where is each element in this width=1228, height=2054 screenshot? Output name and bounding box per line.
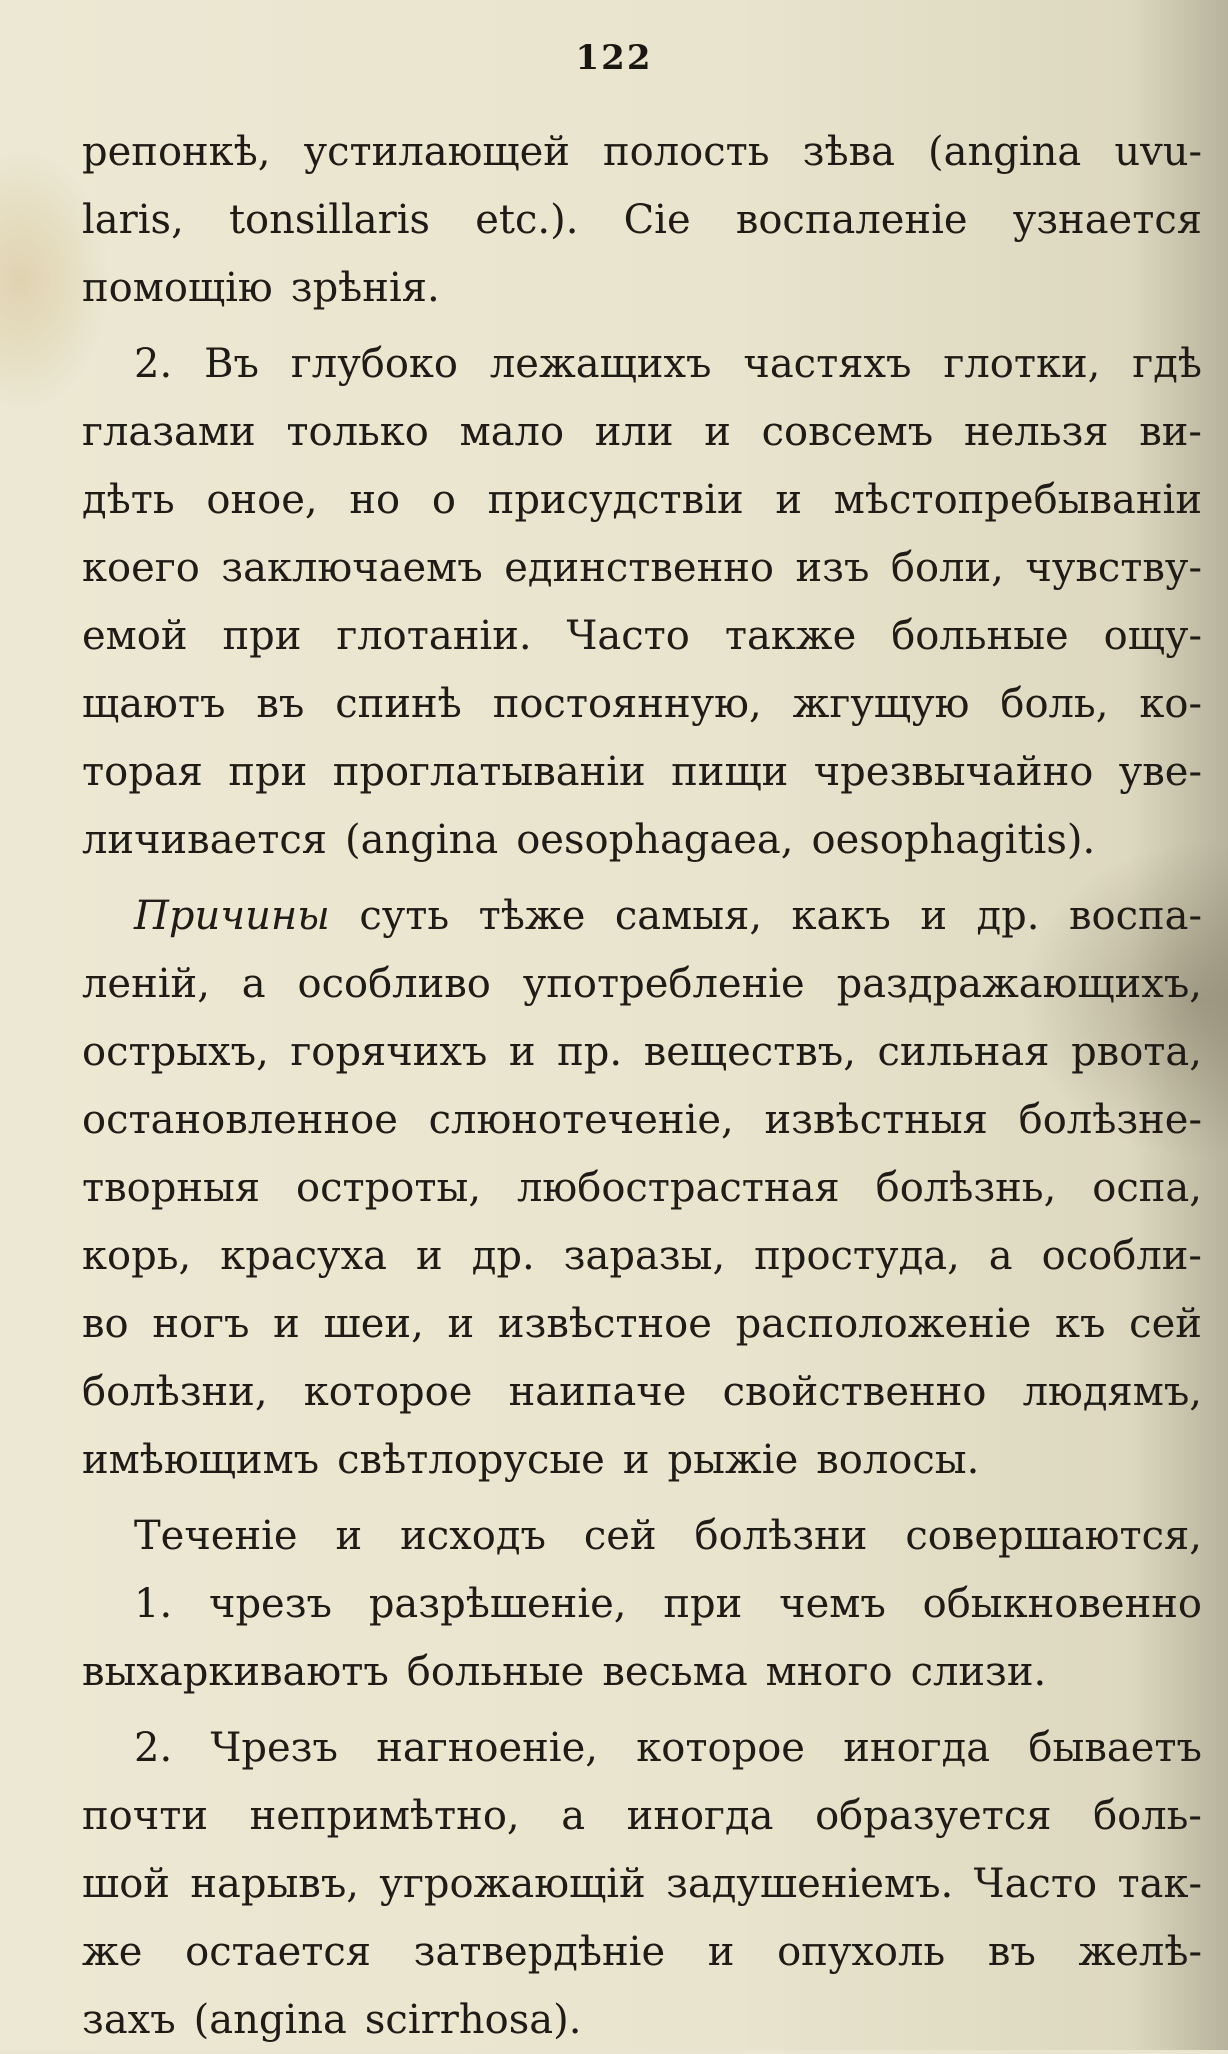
text-line [82, 534, 1202, 602]
word: больные [406, 1649, 585, 1695]
word: помощію [82, 265, 273, 311]
word: единственно [504, 545, 774, 591]
word: имѣющимъ [82, 1437, 320, 1483]
text-line [82, 1154, 1202, 1222]
word: др. [471, 1233, 535, 1279]
word: 2. [134, 1725, 173, 1771]
word: какъ [791, 893, 891, 939]
word: и [920, 893, 948, 939]
word: емой [82, 613, 188, 659]
word: боли, [890, 545, 1004, 591]
word: Часто [973, 1861, 1098, 1907]
word: почти [82, 1793, 208, 1839]
word: людямъ, [1022, 1369, 1202, 1415]
word: много [765, 1649, 893, 1695]
text-line [82, 330, 1202, 398]
word: больные [891, 613, 1069, 659]
word: самыя, [614, 893, 763, 939]
word: извѣстныя [764, 1097, 988, 1143]
text-line [82, 466, 1202, 534]
word: наипаче [508, 1369, 687, 1415]
word: чувству- [1025, 545, 1202, 591]
word: изъ [795, 545, 870, 591]
word: при [663, 1581, 743, 1627]
word: при [228, 749, 308, 795]
word: личивается [82, 817, 327, 863]
word: любострастная [517, 1165, 840, 1211]
word: Въ [204, 341, 259, 387]
text-line [82, 806, 1202, 874]
word: красуха [220, 1233, 387, 1279]
word: суть [359, 893, 450, 939]
word: слизи. [910, 1649, 1047, 1695]
word: при [222, 613, 302, 659]
word: остается [185, 1929, 372, 1975]
word: леній, [82, 961, 210, 1007]
word: и [447, 1301, 475, 1347]
word: остроты, [296, 1165, 482, 1211]
word: и [335, 1513, 363, 1559]
word: же [82, 1929, 143, 1975]
word: Сіе [623, 197, 691, 243]
word: и [775, 477, 803, 523]
word: особли- [1041, 1233, 1202, 1279]
word: которое [303, 1369, 473, 1415]
word: 2. [134, 341, 173, 387]
word: др. [976, 893, 1040, 939]
word: особливо [297, 961, 491, 1007]
word: совершаются, [905, 1513, 1202, 1559]
word: зрѣнія. [290, 265, 440, 311]
word: свойственно [722, 1369, 987, 1415]
word: творныя [82, 1165, 261, 1211]
word: репонкѣ, [82, 129, 271, 175]
word: уве- [1118, 749, 1202, 795]
word: простуда, [754, 1233, 960, 1279]
word: и [707, 1929, 735, 1975]
word: чрезъ [209, 1581, 332, 1627]
word: Чрезъ [210, 1725, 338, 1771]
word: ви- [1139, 409, 1202, 455]
text-line [82, 398, 1202, 466]
word: захъ [82, 1997, 176, 2043]
word: веществъ, [643, 1029, 856, 1075]
word: о [431, 477, 456, 523]
word: волосы. [816, 1437, 980, 1483]
word: глотаніи. [336, 613, 532, 659]
word: лежащихъ [489, 341, 712, 387]
word: laris, [82, 197, 184, 243]
word: затвердѣніе [413, 1929, 666, 1975]
word: непримѣтно, [249, 1793, 520, 1839]
word: так- [1117, 1861, 1202, 1907]
word: рыжіе [667, 1437, 799, 1483]
word: къ [1055, 1301, 1106, 1347]
word: боль- [1093, 1793, 1202, 1839]
word: разрѣшеніе, [368, 1581, 627, 1627]
word: свѣтлорусые [337, 1437, 605, 1483]
word: исходъ [400, 1513, 546, 1559]
text-line [82, 1638, 1202, 1706]
word: оное, [206, 477, 318, 523]
text-line [82, 1570, 1202, 1638]
word: слюнотеченіе, [428, 1097, 734, 1143]
word: нельзя [963, 409, 1109, 455]
text-line [82, 602, 1202, 670]
word: глотки, [943, 341, 1101, 387]
word: (angina [193, 1997, 347, 2043]
word: оспа, [1092, 1165, 1202, 1211]
word: Часто [566, 613, 690, 659]
word: угрожающій [379, 1861, 646, 1907]
word: совсемъ [761, 409, 934, 455]
word: (angina [928, 129, 1082, 175]
word: также [724, 613, 857, 659]
word: коего [82, 545, 200, 591]
text-line [82, 1358, 1202, 1426]
text-line [82, 1714, 1202, 1782]
word: пищи [671, 749, 789, 795]
word: торая [82, 749, 203, 795]
word: мѣстопребываніи [833, 477, 1202, 523]
text-line [82, 118, 1202, 186]
word: чрезвычайно [813, 749, 1094, 795]
word: только [286, 409, 429, 455]
word: дѣть [82, 477, 175, 523]
page-text [82, 118, 1202, 2054]
word: и [704, 409, 731, 455]
word: болѣзни, [82, 1369, 268, 1415]
word: расположеніе [735, 1301, 1032, 1347]
word: и [273, 1301, 300, 1347]
word: корь, [82, 1233, 192, 1279]
word: полость [603, 129, 770, 175]
word: опухоль [777, 1929, 946, 1975]
word: воспаленіе [735, 197, 968, 243]
word: извѣстное [497, 1301, 712, 1347]
word: scirrhosa). [364, 1997, 582, 2043]
text-line [82, 1426, 1202, 1494]
word: шеи, [323, 1301, 424, 1347]
word: uvu- [1114, 129, 1202, 175]
word: а [988, 1233, 1013, 1279]
word: иногда [843, 1725, 991, 1771]
word: остановленное [82, 1097, 398, 1143]
word: весьма [602, 1649, 748, 1695]
word: обыкновенно [922, 1581, 1202, 1627]
word: жгущую [792, 681, 970, 727]
word: заразы, [563, 1233, 726, 1279]
word: бываетъ [1028, 1725, 1202, 1771]
text-line [82, 1018, 1202, 1086]
word: нагноеніе, [376, 1725, 598, 1771]
word: oesophagaea, [516, 817, 794, 863]
word: болѣзни [694, 1513, 868, 1559]
text-line [82, 882, 1202, 950]
word: ощу- [1103, 613, 1202, 659]
word: болѣзне- [1018, 1097, 1202, 1143]
word: ко- [1139, 681, 1202, 727]
word: сильная [877, 1029, 1050, 1075]
word: а [561, 1793, 586, 1839]
word: а [241, 961, 266, 1007]
word: раздражающихъ, [836, 961, 1202, 1007]
text-line [82, 1290, 1202, 1358]
word: образуется [815, 1793, 1052, 1839]
word: Причины [134, 893, 330, 939]
text-line [82, 1918, 1202, 1986]
word: и [508, 1029, 536, 1075]
word: узнается [1012, 197, 1202, 243]
word: употребленіе [522, 961, 805, 1007]
word: частяхъ [743, 341, 912, 387]
word: 1. [134, 1581, 173, 1627]
text-line [82, 670, 1202, 738]
text-line [82, 186, 1202, 254]
word: которое [636, 1725, 805, 1771]
word: острыхъ, [82, 1029, 269, 1075]
word: или [594, 409, 674, 455]
word: ногъ [152, 1301, 250, 1347]
word: tonsillaris [228, 197, 431, 243]
word: чемъ [779, 1581, 886, 1627]
text-line [82, 1222, 1202, 1290]
word: нарывъ, [190, 1861, 359, 1907]
word: выхаркиваютъ [82, 1649, 389, 1695]
text-line [82, 950, 1202, 1018]
word: заключаемъ [221, 545, 483, 591]
word: и [416, 1233, 443, 1279]
word: Теченіе [134, 1513, 298, 1559]
text-line [82, 1502, 1202, 1570]
word: проглатываніи [332, 749, 646, 795]
word: тѣже [478, 893, 586, 939]
word: боль, [1000, 681, 1109, 727]
word: спинѣ [335, 681, 462, 727]
word: присудствіи [487, 477, 744, 523]
word: шой [82, 1861, 170, 1907]
word: и [622, 1437, 650, 1483]
text-line [82, 1782, 1202, 1850]
text-line [82, 1850, 1202, 1918]
word: (angina [344, 817, 499, 863]
word: болѣзнь, [875, 1165, 1057, 1211]
text-line [82, 738, 1202, 806]
word: etc.). [475, 197, 579, 243]
word: сей [583, 1513, 657, 1559]
text-line [82, 1086, 1202, 1154]
word: зѣва [802, 129, 895, 175]
word: въ [987, 1929, 1036, 1975]
word: во [82, 1301, 129, 1347]
word: гдѣ [1132, 341, 1202, 387]
word: задушеніемъ. [666, 1861, 954, 1907]
word: воспа- [1068, 893, 1202, 939]
page-number: 122 [575, 38, 653, 78]
word: постоянную, [492, 681, 762, 727]
word: пр. [557, 1029, 623, 1075]
word: рвота, [1071, 1029, 1202, 1075]
word: мало [459, 409, 565, 455]
word: въ [256, 681, 305, 727]
word: щаютъ [82, 681, 226, 727]
word: глубоко [290, 341, 458, 387]
text-line [82, 1986, 1202, 2054]
word: но [349, 477, 401, 523]
word: глазами [82, 409, 256, 455]
word: горячихъ [290, 1029, 488, 1075]
word: желѣ- [1078, 1929, 1202, 1975]
text-line [82, 254, 1202, 322]
word: oesophagitis). [811, 817, 1096, 863]
word: сей [1129, 1301, 1202, 1347]
word: устилающей [303, 129, 570, 175]
word: иногда [626, 1793, 774, 1839]
